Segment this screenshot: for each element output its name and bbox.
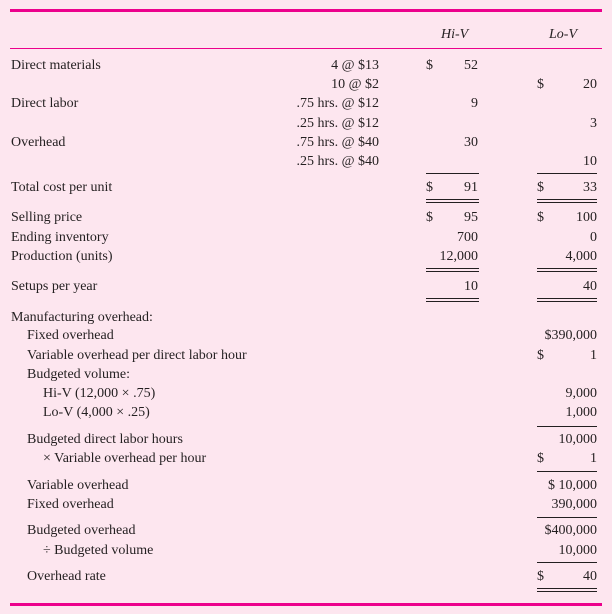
times-var-label: × Variable overhead per hour [43,451,207,466]
production-label: Production (units) [11,249,113,264]
selling-price-lo-value: 100 [576,210,597,225]
fixed-overhead-2-label: Fixed overhead [27,497,114,512]
total-cost-lo-value: 33 [583,180,597,195]
hi-v-calc-label: Hi-V (12,000 × .75) [43,386,156,401]
total-double-rule-lo [537,199,597,203]
budgeted-volume-label: Budgeted volume: [27,367,131,382]
divide-volume-label: ÷ Budgeted volume [43,543,154,558]
setups-hi-value: 10 [464,279,478,294]
production-double-rule-hi [426,268,479,272]
total-cost-hi-value: 91 [464,180,478,195]
bottom-rule [10,603,602,606]
total-cost-hi-dollar: $ [426,180,433,195]
ending-inventory-hi-value: 700 [457,230,478,245]
overhead-rate-value: 40 [583,569,597,584]
selling-price-label: Selling price [11,210,83,225]
row-labor-lo-value: 3 [590,116,597,131]
selling-price-hi-dollar: $ [426,210,433,225]
budgeted-overhead-value: $400,000 [544,523,597,538]
divide-volume-value: 10,000 [558,543,597,558]
row-direct-labor-hi-value: 9 [471,96,478,111]
header-hi-v: Hi-V [441,27,469,42]
production-hi-value: 12,000 [439,249,478,264]
dlh-label: Budgeted direct labor hours [27,432,183,447]
var-rate-dollar: $ [537,348,544,363]
lo-v-calc-value: 1,000 [565,405,597,420]
row-overhead-basis: .75 hrs. @ $40 [296,135,379,150]
ending-inventory-label: Ending inventory [11,230,109,245]
total-cost-label: Total cost per unit [11,180,113,195]
row-overhead-lo-value: 10 [583,154,597,169]
top-rule [10,9,602,12]
total-cost-lo-dollar: $ [537,180,544,195]
row-overhead-hi-value: 30 [464,135,478,150]
row-direct-materials-hi-value: 52 [464,58,478,73]
row-direct-labor-basis: .75 hrs. @ $12 [296,96,379,111]
setups-double-rule-hi [426,298,479,302]
selling-price-hi-value: 95 [464,210,478,225]
var-product-rule [537,471,597,472]
overhead-rate-dollar: $ [537,569,544,584]
header-lo-v: Lo-V [549,27,577,42]
row-overhead-label: Overhead [11,135,66,150]
var-rate-value: 1 [590,348,597,363]
rate-double-rule [537,588,597,592]
budget-sum-rule [537,517,597,518]
row-materials-lo-basis: 10 @ $2 [331,77,379,92]
setups-label: Setups per year [11,279,98,294]
row-materials-lo-value: 20 [583,77,597,92]
overhead-section-title: Manufacturing overhead: [11,310,153,325]
times-var-value: 1 [590,451,597,466]
fixed-overhead-2-value: 390,000 [551,497,597,512]
dlh-value: 10,000 [558,432,597,447]
subtotal-rule-hi [426,173,479,174]
times-var-dollar: $ [537,451,544,466]
setups-double-rule-lo [537,298,597,302]
volume-rule [537,426,597,427]
var-overhead-label: Variable overhead [27,478,129,493]
production-lo-value: 4,000 [565,249,597,264]
fixed-overhead-label: Fixed overhead [27,328,114,343]
budgeted-overhead-label: Budgeted overhead [27,523,136,538]
row-direct-materials-basis: 4 @ $13 [331,58,379,73]
production-double-rule-lo [537,268,597,272]
total-double-rule-hi [426,199,479,203]
var-rate-label: Variable overhead per direct labor hour [27,348,247,363]
subtotal-rule-lo [537,173,597,174]
ending-inventory-lo-value: 0 [590,230,597,245]
overhead-rate-label: Overhead rate [27,569,106,584]
setups-lo-value: 40 [583,279,597,294]
fixed-overhead-value: $390,000 [544,328,597,343]
lo-v-calc-label: Lo-V (4,000 × .25) [43,405,150,420]
header-rule [10,48,602,49]
var-overhead-value: $ 10,000 [548,478,597,493]
row-materials-lo-dollar: $ [537,77,544,92]
row-direct-labor-label: Direct labor [11,96,79,111]
selling-price-lo-dollar: $ [537,210,544,225]
row-labor-lo-basis: .25 hrs. @ $12 [296,116,379,131]
row-direct-materials-label: Direct materials [11,58,101,73]
hi-v-calc-value: 9,000 [565,386,597,401]
row-overhead-lo-basis: .25 hrs. @ $40 [296,154,379,169]
rate-rule [537,562,597,563]
row-direct-materials-hi-dollar: $ [426,58,433,73]
